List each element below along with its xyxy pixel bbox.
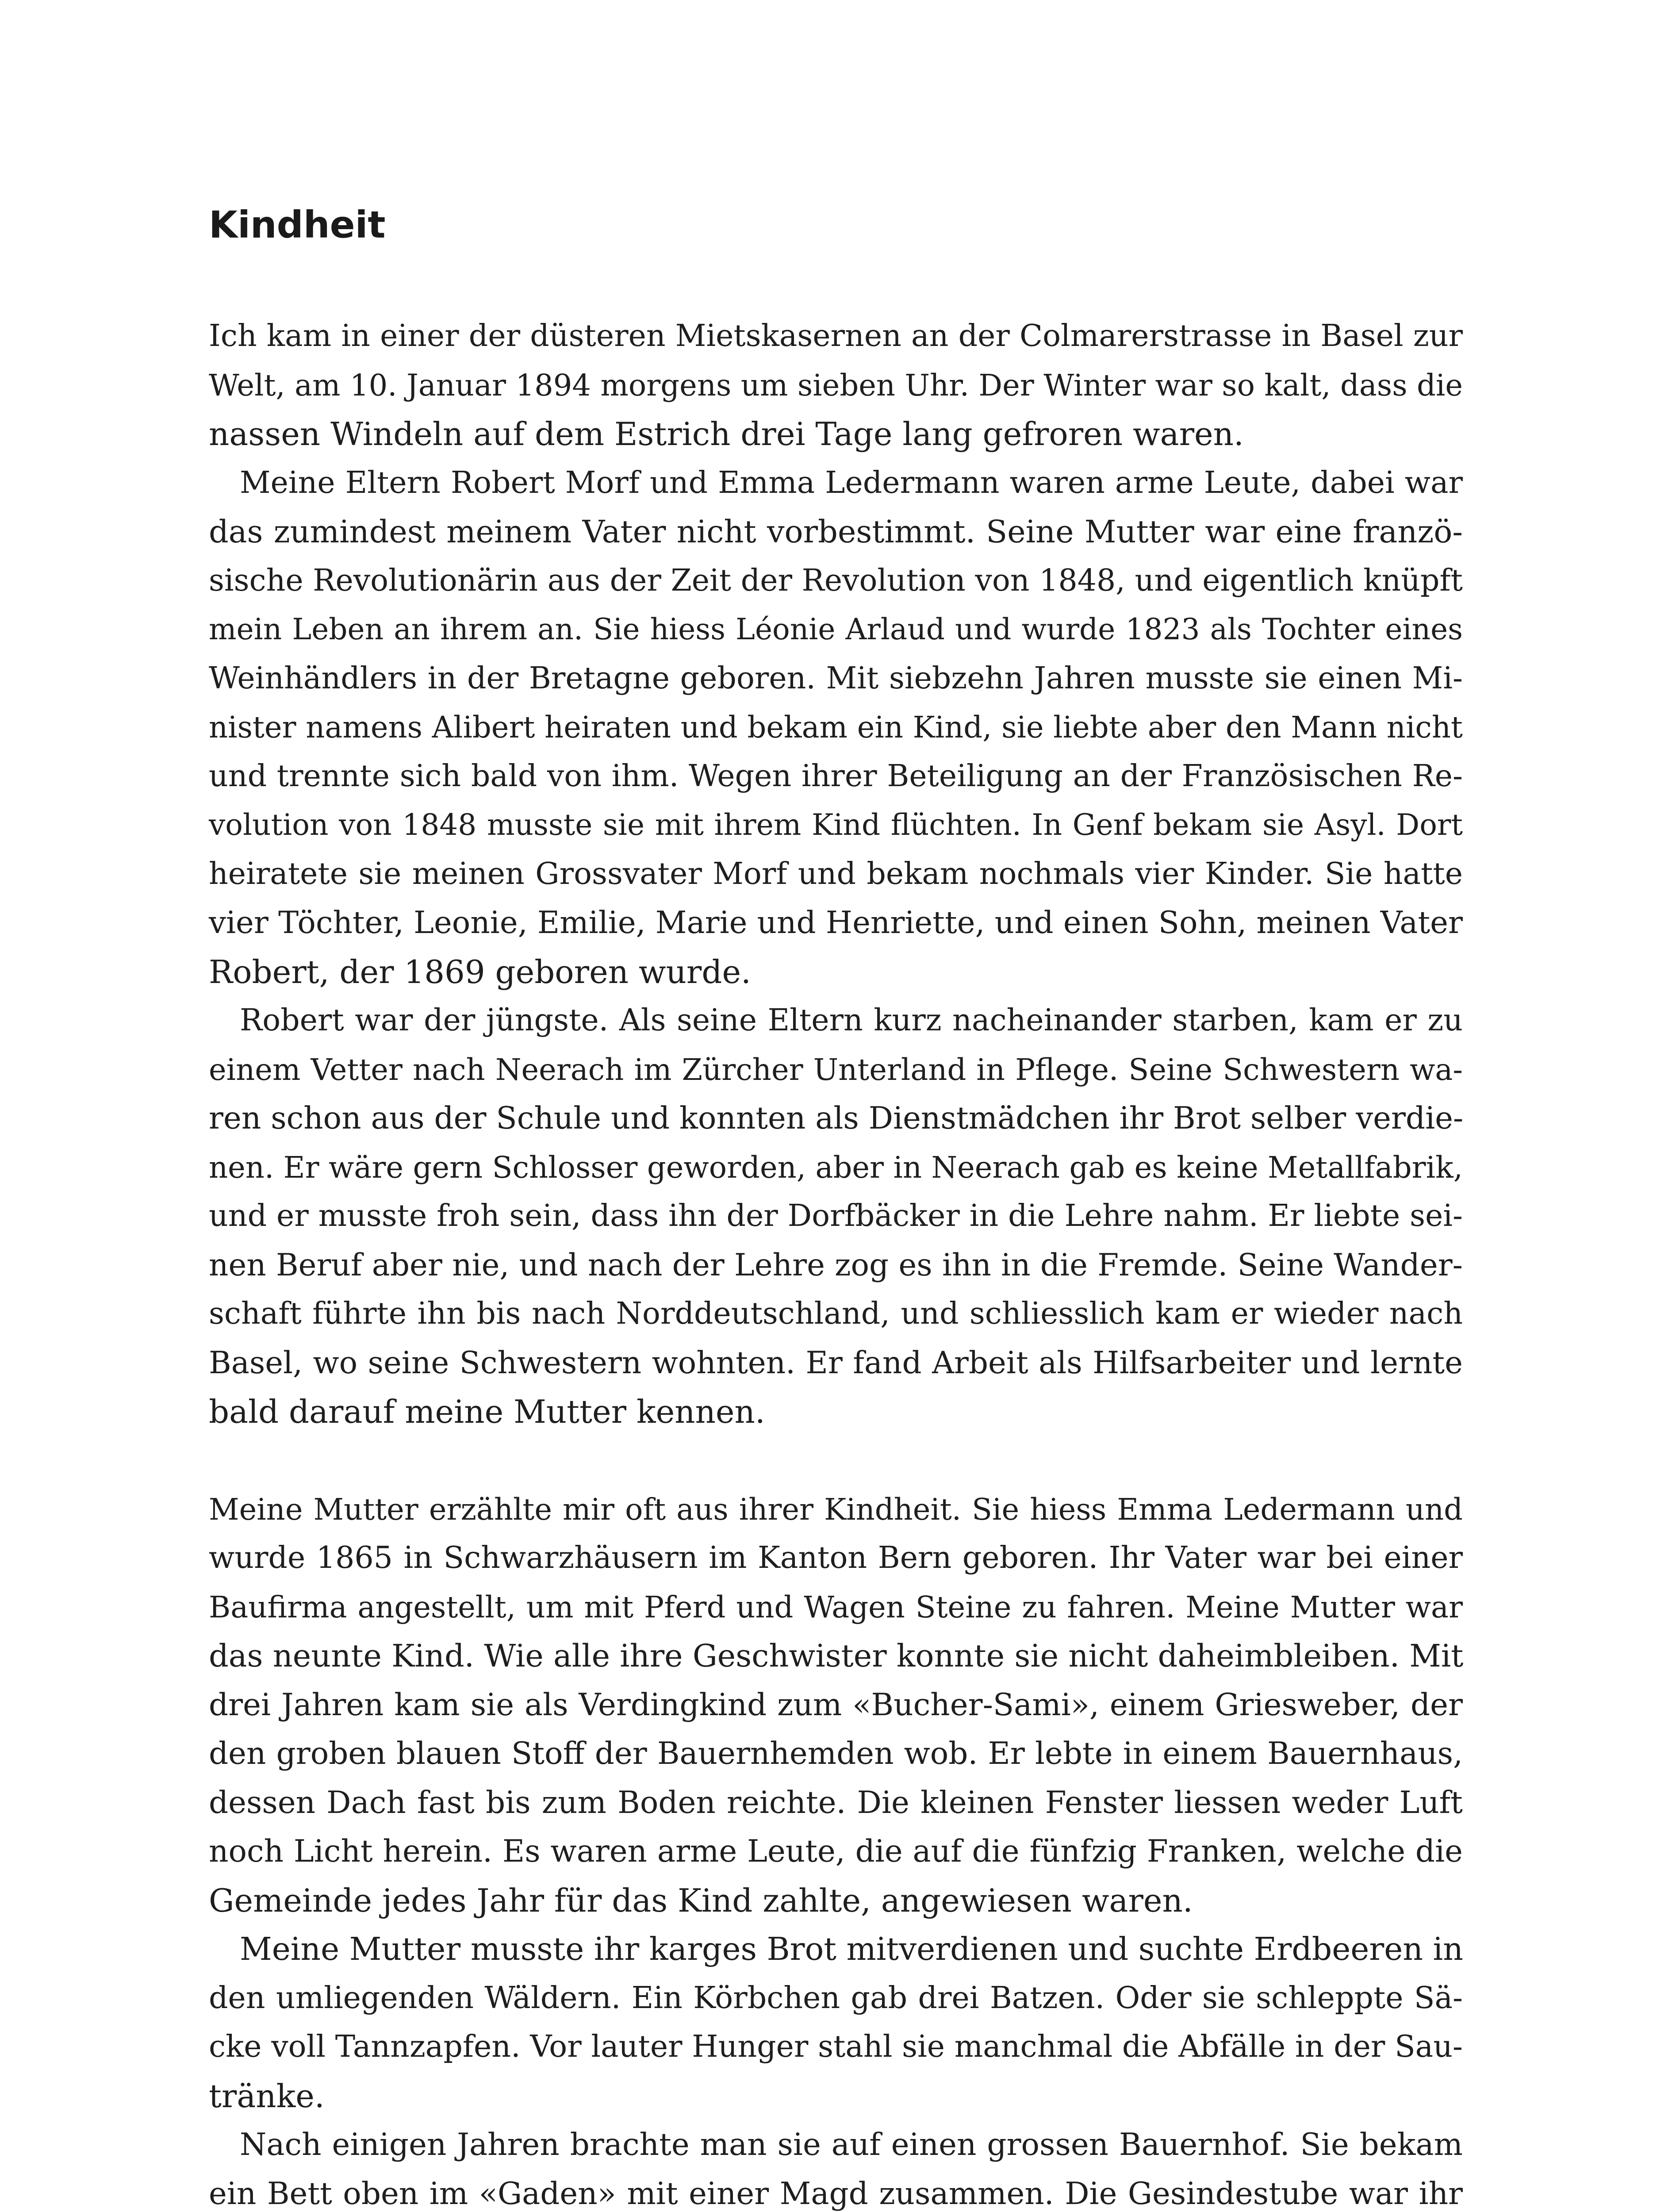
text-line: und trennte sich bald von ihm. Wegen ihrer Beteiligung an der Französischen Re- — [209, 758, 1463, 794]
text-line: vier Töchter, Leonie, Emilie, Marie und Henriette, und einen Sohn, meinen Vater — [209, 905, 1463, 941]
text-line: Baufirma angestellt, um mit Pferd und Wagen Steine zu fahren. Meine Mutter war — [209, 1590, 1463, 1624]
text-line: das zumindest meinem Vater nicht vorbestimmt. Seine Mutter war eine franzö- — [209, 514, 1463, 550]
paragraph — [209, 1925, 1463, 2120]
text-line: noch Licht herein. Es waren arme Leute, die auf die fünfzig Franken, welche die — [209, 1834, 1463, 1869]
text-line: Basel, wo seine Schwestern wohnten. Er fand Arbeit als Hilfsarbeiter und lernte — [209, 1345, 1463, 1381]
text-line: einem Vetter nach Neerach im Zürcher Unterland in Pflege. Seine Schwestern wa- — [209, 1052, 1463, 1087]
text-line: bald darauf meine Mutter kennen. — [209, 1393, 765, 1430]
paragraph — [209, 996, 1463, 1436]
text-line: Meine Mutter erzählte mir oft aus ihrer Kindheit. Sie hiess Emma Ledermann und — [209, 1492, 1463, 1527]
text-line: den groben blauen Stoff der Bauernhemden wob. Er lebte in einem Bauernhaus, — [209, 1736, 1463, 1771]
paragraph — [209, 312, 1463, 459]
text-line: Robert, der 1869 geboren wurde. — [209, 953, 751, 991]
body-text — [209, 312, 1463, 2212]
text-line: heiratete sie meinen Grossvater Morf und bekam nochmals vier Kinder. Sie hatte — [209, 856, 1463, 891]
text-line: Meine Eltern Robert Morf und Emma Ledermann waren arme Leute, dabei war — [240, 465, 1463, 500]
text-line: sische Revolutionärin aus der Zeit der Revolution von 1848, und eigentlich knüpft — [209, 563, 1463, 598]
text-line: dessen Dach fast bis zum Boden reichte. Die kleinen Fenster liessen weder Luft — [209, 1785, 1463, 1820]
section-break — [209, 1436, 1463, 1485]
text-line: ein Bett oben im «Gaden» mit einer Magd zusammen. Die Gesindestube war ihr — [209, 2176, 1463, 2212]
text-line: cke voll Tannzapfen. Vor lauter Hunger stahl sie manchmal die Abfälle in der Sau- — [209, 2029, 1463, 2064]
text-line: Weinhändlers in der Bretagne geboren. Mit siebzehn Jahren musste sie einen Mi- — [209, 661, 1463, 696]
text-line: Robert war der jüngste. Als seine Eltern kurz nacheinander starben, kam er zu — [240, 1003, 1463, 1038]
text-line: nen Beruf aber nie, und nach der Lehre zog es ihn in die Fremde. Seine Wander- — [209, 1247, 1463, 1283]
paragraph — [209, 459, 1463, 997]
text-line: mein Leben an ihrem an. Sie hiess Léonie Arlaud und wurde 1823 als Tochter eines — [209, 612, 1463, 646]
text-line: ren schon aus der Schule und konnten als Dienstmädchen ihr Brot selber verdie- — [209, 1101, 1464, 1136]
text-line: den umliegenden Wäldern. Ein Körbchen gab drei Batzen. Oder sie schleppte Sä- — [209, 1980, 1463, 2016]
text-line: schaft führte ihn bis nach Norddeutschland, und schliesslich kam er wieder nach — [209, 1296, 1463, 1331]
text-line: nassen Windeln auf dem Estrich drei Tage lang gefroren waren. — [209, 415, 1244, 453]
text-line: Gemeinde jedes Jahr für das Kind zahlte, angewiesen waren. — [209, 1882, 1193, 1919]
text-line: Meine Mutter musste ihr karges Brot mitverdienen und suchte Erdbeeren in — [240, 1931, 1463, 1967]
text-line: Nach einigen Jahren brachte man sie auf einen grossen Bauernhof. Sie bekam — [240, 2127, 1463, 2162]
text-line: das neunte Kind. Wie alle ihre Geschwister konnte sie nicht daheimbleiben. Mit — [209, 1638, 1464, 1674]
text-line: volution von 1848 musste sie mit ihrem Kind flüchten. In Genf bekam sie Asyl. Dort — [209, 808, 1463, 842]
text-line: tränke. — [209, 2077, 325, 2115]
text-line: nen. Er wäre gern Schlosser geworden, aber in Neerach gab es keine Metallfabrik, — [209, 1150, 1463, 1185]
text-line: wurde 1865 in Schwarzhäusern im Kanton Bern geboren. Ihr Vater war bei einer — [209, 1540, 1463, 1575]
text-line: Welt, am 10. Januar 1894 morgens um sieben Uhr. Der Winter war so kalt, dass die — [209, 368, 1463, 403]
chapter-heading: Kindheit — [209, 203, 386, 246]
text-line: Ich kam in einer der düsteren Mietskasernen an der Colmarerstrasse in Basel zur — [209, 319, 1463, 353]
paragraph — [209, 2120, 1463, 2212]
text-line: und er musste froh sein, dass ihn der Dorfbäcker in die Lehre nahm. Er liebte sei- — [209, 1198, 1463, 1233]
text-line: nister namens Alibert heiraten und bekam ein Kind, sie liebte aber den Mann nicht — [209, 710, 1463, 745]
paragraph — [209, 1485, 1463, 1925]
text-line: drei Jahren kam sie als Verdingkind zum «Bucher-Sami», einem Griesweber, der — [209, 1687, 1463, 1723]
